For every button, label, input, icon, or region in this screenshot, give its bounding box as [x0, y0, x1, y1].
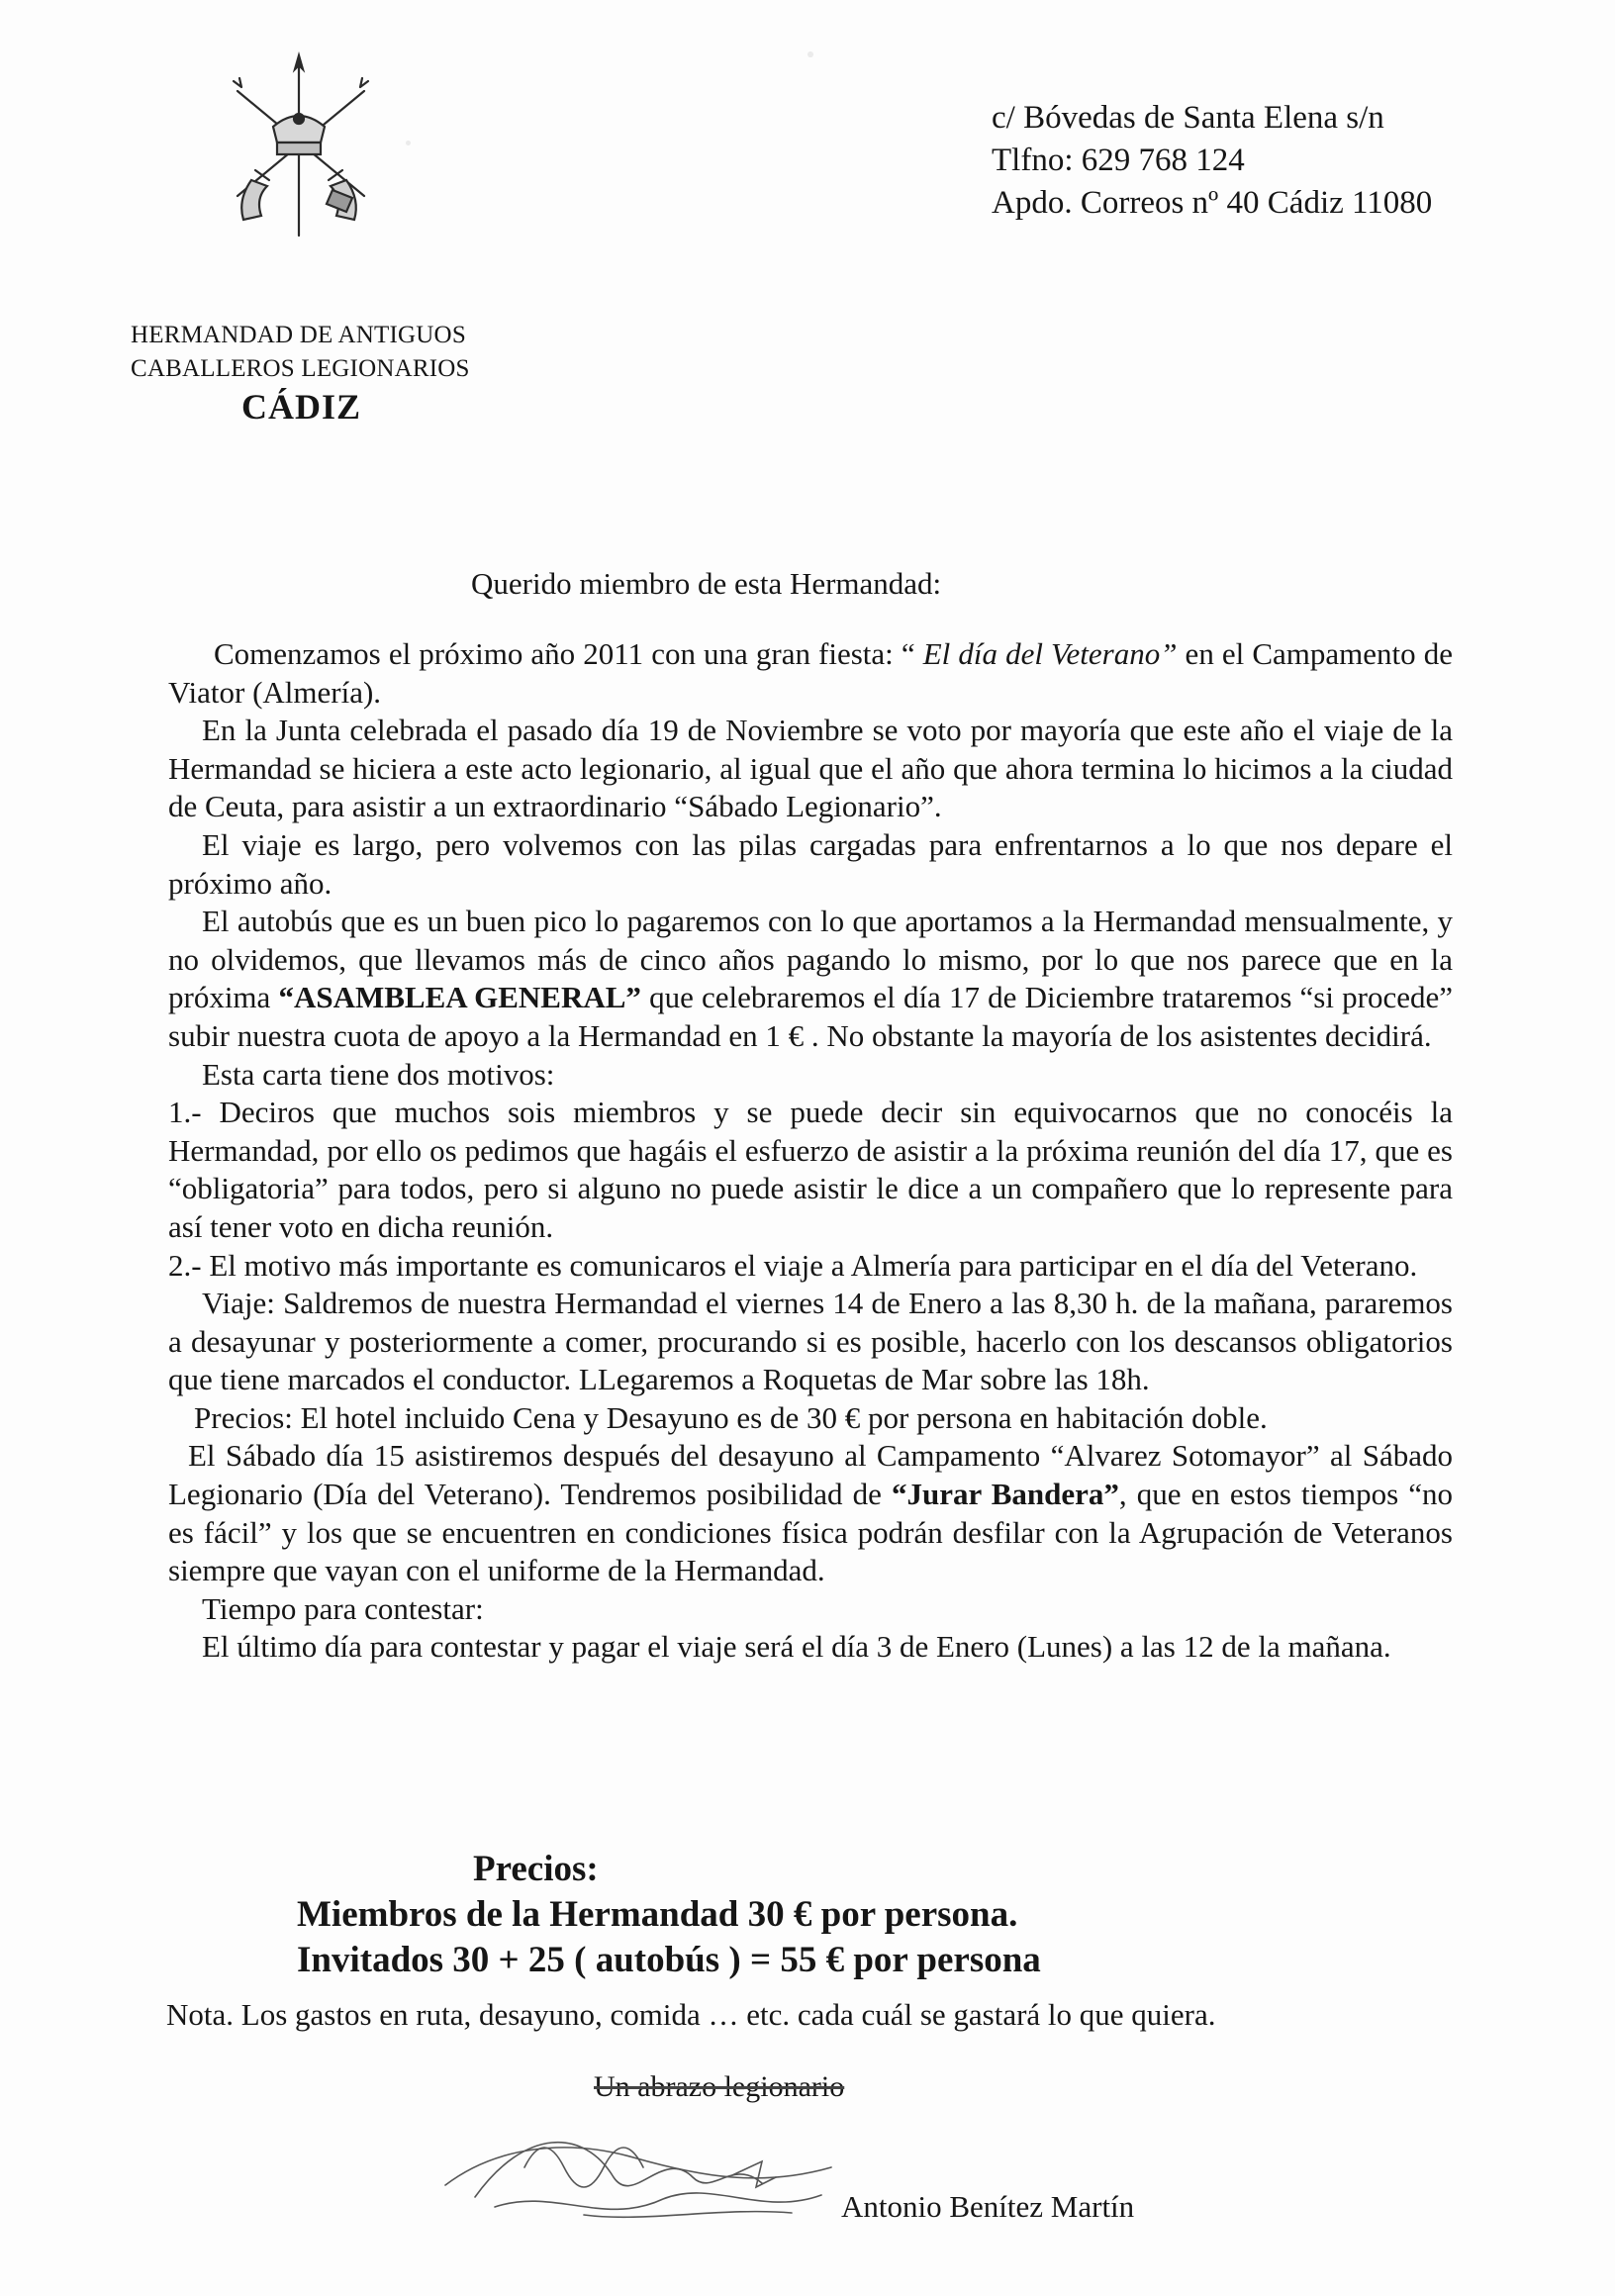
- expenses-note: Nota. Los gastos en ruta, desayuno, comida … etc. cada cuál se gastará lo que quiera.: [166, 1997, 1216, 2032]
- organization-name: [131, 319, 470, 427]
- address-street: c/ Bóvedas de Santa Elena s/n: [992, 100, 1384, 136]
- paragraph-text: El Sábado día 15 asistiremos después del desayuno al Campamento “Alvarez Sotomayor” al Sábado Legionario (Día del Veterano). Tendremos posibilidad de: [168, 1438, 1453, 1512]
- org-line-1: HERMANDAD DE ANTIGUOS: [131, 322, 466, 348]
- assembly-name: “ASAMBLEA GENERAL”: [278, 980, 641, 1015]
- scan-speck: [808, 51, 813, 57]
- paragraph-text: en el Campamento de Viator (Almería).: [168, 636, 1453, 710]
- paragraph-intro: [168, 635, 1453, 712]
- paragraph-text: que celebraremos el día 17 de Diciembre trataremos “si procede” subir nuestra cuota de apoyo a la Hermandad en 1 € . No obstante la mayoría de los asistentes decidirá.: [168, 980, 1453, 1053]
- paragraph-motive-1: 1.- Deciros que muchos sois miembros y se puede decir sin equivocarnos que no conocéis la Hermandad, por ello os pedimos que hagáis el esfuerzo de asistir a la próxima reunión del día 17, que es “obligatoria” para todos, pero si alguno no puede asistir le dice a un compañero que lo represente para así tener voto en dicha reunión.: [168, 1095, 1453, 1244]
- legion-emblem-icon: [216, 51, 382, 241]
- closing-text: Un abrazo legionario: [594, 2070, 845, 2103]
- letter-body: [168, 635, 1453, 1667]
- paragraph-trip: El viaje es largo, pero volvemos con las pilas cargadas para enfrentarnos a lo que nos depare el próximo año.: [168, 826, 1453, 901]
- paragraph-text: El autobús que es un buen pico lo pagaremos con lo que aportamos a la Hermandad mensualmente, y no olvidemos, que llevamos más de cinco años pagando lo mismo, por lo que nos parece que en la próxima: [168, 904, 1453, 1015]
- price-guests: Invitados 30 + 25 ( autobús ) = 55 € por persona: [297, 1940, 1041, 1980]
- paragraph-hotel-price: Precios: El hotel incluido Cena y Desayuno es de 30 € por persona en habitación doble.: [194, 1399, 1268, 1435]
- paragraph-viaje: Viaje: Saldremos de nuestra Hermandad el viernes 14 de Enero a las 8,30 h. de la mañana, pararemos a desayunar y posteriormente a comer, procurando si es posible, hacerlo con los descansos obligatorios que tiene marcados el conductor. LLegaremos a Roquetas de Mar sobre las 18h.: [168, 1286, 1453, 1397]
- signer-name: Antonio Benítez Martín: [841, 2189, 1135, 2224]
- paragraph-motive-2: 2.- El motivo más importante es comunicaros el viaje a Almería para participar en el día del Veterano.: [168, 1247, 1418, 1283]
- jurar-bandera: “Jurar Bandera”: [891, 1477, 1119, 1512]
- handwritten-signature: [435, 2088, 851, 2237]
- prices-block: [297, 1847, 1041, 1983]
- org-city: CÁDIZ: [241, 387, 362, 427]
- address-postbox: Apdo. Correos nº 40 Cádiz 11080: [992, 185, 1433, 221]
- paragraph-saturday: [168, 1437, 1453, 1589]
- paragraph-text: Comenzamos el próximo año 2011 con una gran fiesta: “: [214, 636, 923, 671]
- paragraph-deadline: El último día para contestar y pagar el viaje será el día 3 de Enero (Lunes) a las 12 de la mañana.: [202, 1629, 1391, 1665]
- price-members: Miembros de la Hermandad 30 € por persona.: [297, 1894, 1018, 1935]
- sender-address: [992, 97, 1432, 225]
- paragraph-motives: Esta carta tiene dos motivos:: [202, 1056, 555, 1092]
- paragraph-bus: [168, 903, 1453, 1055]
- paragraph-junta: En la Junta celebrada el pasado día 19 de Noviembre se voto por mayoría que este año el viaje de la Hermandad se hiciera a este acto legionario, al igual que el año que ahora termina lo hicimos a la ciudad de Ceuta, para asistir a un extraordinario “Sábado Legionario”.: [168, 713, 1453, 824]
- prices-title: Precios:: [473, 1849, 599, 1889]
- paragraph-deadline-title: Tiempo para contestar:: [202, 1590, 484, 1626]
- org-line-2: CABALLEROS LEGIONARIOS: [131, 355, 470, 382]
- paragraph-text: , que en estos tiempos “no es fácil” y los que se encuentren en condiciones física podrán desfilar con la Agrupación de Veteranos siempre que vayan con el uniforme de la Hermandad.: [168, 1477, 1453, 1588]
- salutation: Querido miembro de esta Hermandad:: [471, 566, 942, 601]
- scan-speck: [406, 141, 411, 145]
- address-phone: Tlfno: 629 768 124: [992, 143, 1245, 178]
- event-name: El día del Veterano”: [922, 636, 1178, 671]
